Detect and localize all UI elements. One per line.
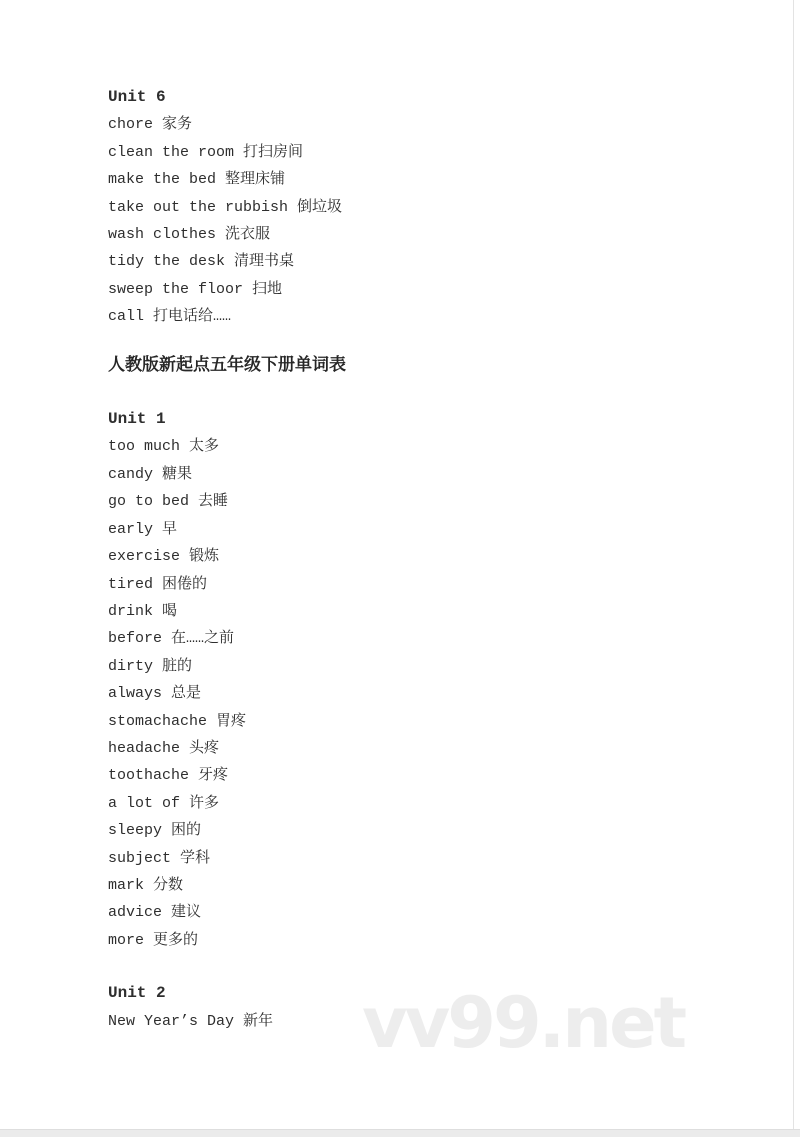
- english-word: too much: [108, 438, 181, 456]
- chinese-meaning: 脏的: [162, 657, 193, 675]
- english-word: toothache: [108, 767, 190, 785]
- vocab-entry: [108, 817, 760, 844]
- english-word: take out the rubbish: [108, 198, 289, 216]
- english-word: call: [108, 308, 145, 326]
- chinese-meaning: 家务: [162, 116, 193, 134]
- chinese-meaning: 倒垃圾: [297, 198, 343, 216]
- chinese-meaning: 打电话给……: [153, 308, 232, 326]
- chinese-meaning: 学科: [180, 849, 211, 867]
- vocab-entry: [108, 139, 760, 166]
- chinese-meaning: 去睡: [198, 493, 229, 511]
- vocab-entry: [108, 248, 760, 275]
- vocab-entry: [108, 598, 760, 625]
- vocab-entry: [108, 762, 760, 789]
- english-word: drink: [108, 602, 154, 620]
- chinese-meaning: 洗衣服: [225, 226, 271, 244]
- vocab-entry: [108, 680, 760, 707]
- english-word: sleepy: [108, 822, 163, 840]
- chinese-meaning: 打扫房间: [243, 143, 304, 161]
- chinese-meaning: 困倦的: [162, 575, 208, 593]
- vocab-entry: [108, 303, 760, 330]
- chinese-meaning: 许多: [189, 794, 220, 812]
- vocab-entry: [108, 433, 760, 460]
- english-word: exercise: [108, 548, 181, 566]
- vocab-entry: [108, 735, 760, 762]
- vocab-entry: [108, 790, 760, 817]
- unit-title: Unit 6: [108, 88, 166, 106]
- chinese-meaning: 牙疼: [198, 767, 229, 785]
- vocab-entry: [108, 543, 760, 570]
- vocab-entry: [108, 899, 760, 926]
- english-word: more: [108, 931, 145, 949]
- vocab-entry: [108, 276, 760, 303]
- vocab-entry: [108, 516, 760, 543]
- english-word: stomachache: [108, 712, 208, 730]
- english-word: chore: [108, 116, 154, 134]
- chinese-meaning: 早: [162, 520, 178, 538]
- english-word: sweep the floor: [108, 280, 244, 298]
- english-word: advice: [108, 904, 163, 922]
- chinese-meaning: 困的: [171, 822, 202, 840]
- page-bottom-gap: [0, 1129, 800, 1137]
- english-word: tired: [108, 575, 154, 593]
- vocab-entry: [108, 708, 760, 735]
- unit-section: [108, 84, 760, 331]
- english-word: early: [108, 520, 154, 538]
- chinese-meaning: 锻炼: [189, 548, 220, 566]
- vocab-entry: [108, 927, 760, 954]
- vocab-entry: [108, 1008, 760, 1035]
- watermark-text: vv99.net: [362, 982, 685, 1064]
- chinese-meaning: 太多: [189, 438, 220, 456]
- chinese-meaning: 糖果: [162, 465, 193, 483]
- vocab-entry: [108, 194, 760, 221]
- chinese-meaning: 更多的: [153, 931, 199, 949]
- chinese-meaning: 分数: [153, 876, 184, 894]
- vocab-entry: [108, 571, 760, 598]
- english-word: tidy the desk: [108, 253, 226, 271]
- chinese-meaning: 头疼: [189, 739, 220, 757]
- english-word: mark: [108, 876, 145, 894]
- chinese-meaning: 清理书桌: [234, 253, 295, 271]
- english-word: go to bed: [108, 493, 190, 511]
- english-word: clean the room: [108, 143, 235, 161]
- english-word: headache: [108, 739, 181, 757]
- english-word: New Year’s Day: [108, 1012, 235, 1030]
- vocab-entry: [108, 221, 760, 248]
- vocab-entry: [108, 845, 760, 872]
- chinese-meaning: 喝: [162, 602, 178, 620]
- english-word: dirty: [108, 657, 154, 675]
- chinese-meaning: 总是: [171, 685, 202, 703]
- vocab-entry: [108, 166, 760, 193]
- vocab-entry: [108, 872, 760, 899]
- english-word: subject: [108, 849, 172, 867]
- unit-title: Unit 1: [108, 410, 166, 429]
- chinese-meaning: 整理床铺: [225, 171, 286, 189]
- vocab-entry: [108, 111, 760, 138]
- english-word: wash clothes: [108, 226, 217, 244]
- vocab-entry: [108, 625, 760, 652]
- chinese-meaning: 新年: [243, 1012, 274, 1030]
- english-word: candy: [108, 465, 154, 483]
- english-word: always: [108, 685, 163, 703]
- english-word: before: [108, 630, 163, 648]
- english-word: make the bed: [108, 171, 217, 189]
- unit-title: Unit 2: [108, 984, 166, 1003]
- book-heading: 人教版新起点五年级下册单词表: [108, 356, 346, 376]
- chinese-meaning: 在……之前: [171, 630, 235, 648]
- vocab-entry: [108, 653, 760, 680]
- unit-section: [108, 406, 760, 954]
- chinese-meaning: 建议: [171, 904, 202, 922]
- english-word: a lot of: [108, 794, 181, 812]
- vocab-entry: [108, 488, 760, 515]
- vocab-entry: [108, 461, 760, 488]
- page-edge-line: [793, 0, 794, 1129]
- unit-section: [108, 980, 760, 1035]
- chinese-meaning: 胃疼: [216, 712, 247, 730]
- chinese-meaning: 扫地: [252, 280, 283, 298]
